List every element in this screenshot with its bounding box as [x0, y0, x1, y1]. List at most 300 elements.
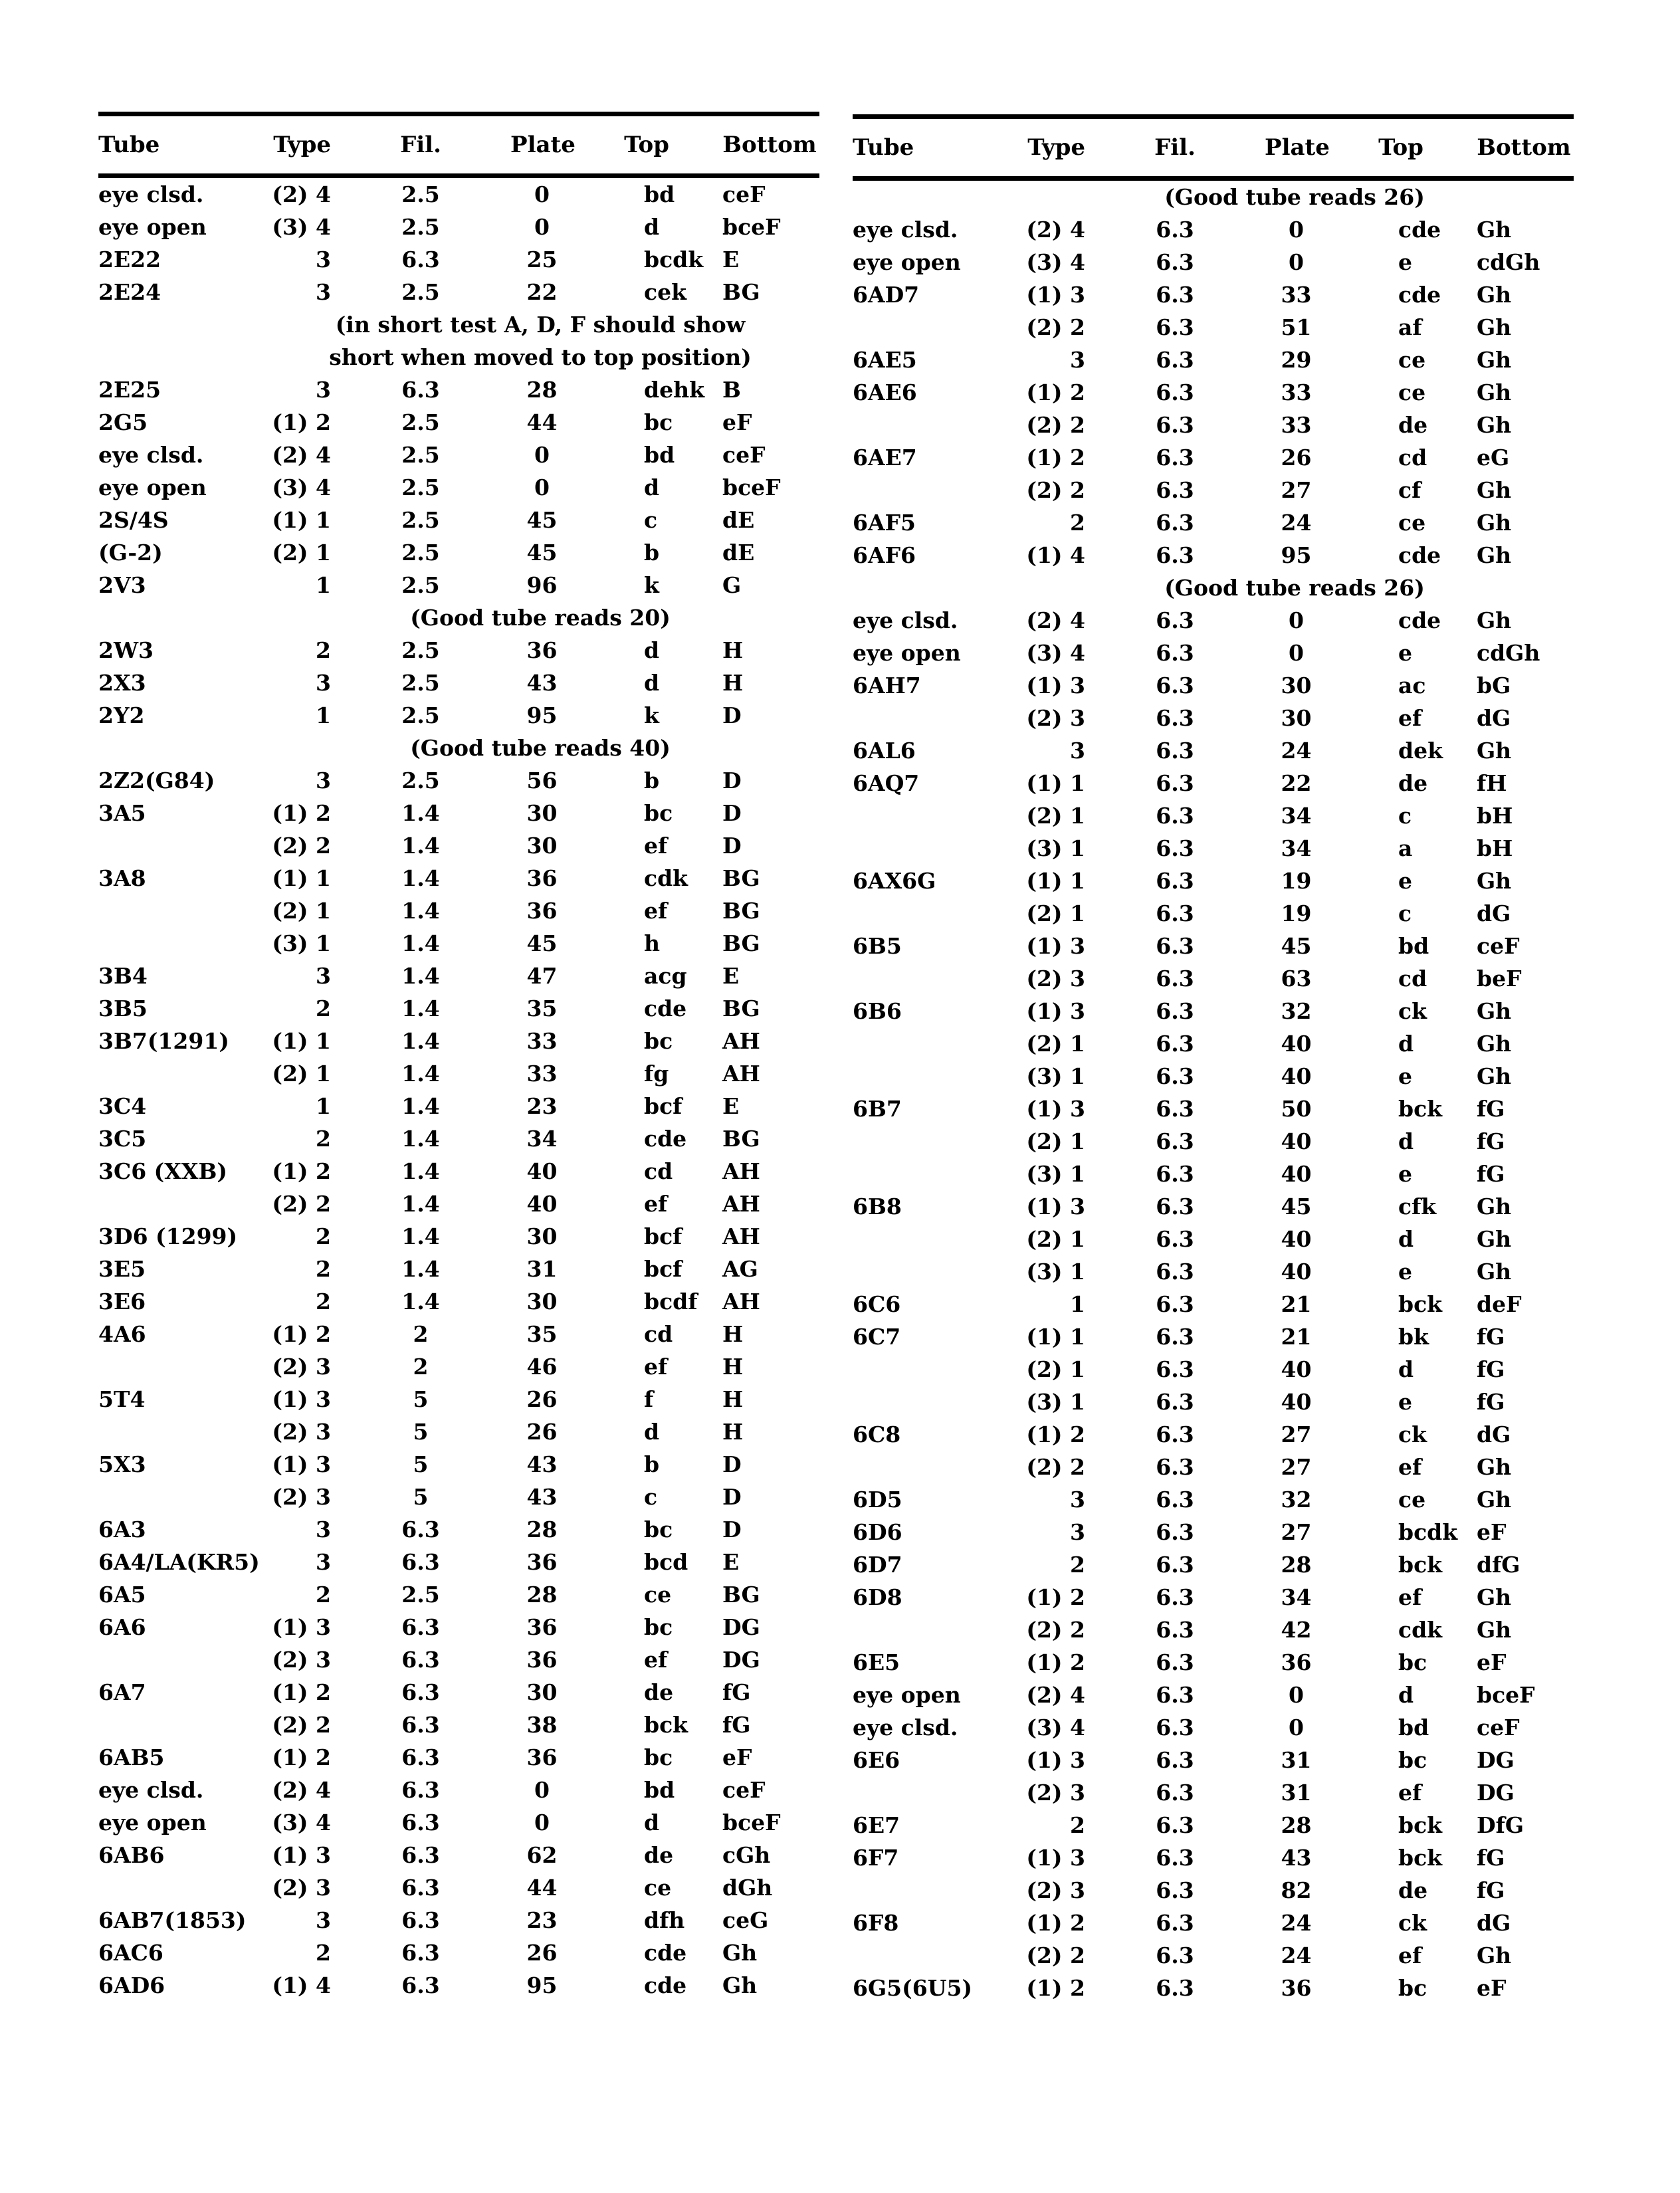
- cell-tube: 6B7: [853, 1096, 902, 1122]
- cell-fil: 6.3: [401, 1679, 440, 1705]
- cell-type: 2: [316, 1256, 331, 1282]
- cell-fil: 6.3: [401, 1516, 440, 1542]
- cell-plate: 33: [526, 1028, 558, 1054]
- cell-type: (1) 2: [1026, 1910, 1085, 1936]
- cell-type: (1) 2: [272, 800, 331, 826]
- cell-fil: 1.4: [401, 1191, 440, 1217]
- table-row: [98, 1611, 819, 1643]
- cell-type: (3) 1: [1026, 1063, 1085, 1089]
- cell-type: (3) 1: [1026, 1259, 1085, 1285]
- cell-bottom: Gh: [1477, 998, 1512, 1024]
- cell-bottom: E: [722, 963, 740, 989]
- cell-tube: (G-2): [98, 540, 163, 566]
- cell-type: 2: [316, 637, 331, 663]
- table-row: [853, 799, 1574, 832]
- cell-bottom: Gh: [1477, 1454, 1512, 1480]
- cell-type: (1) 2: [272, 409, 331, 435]
- cell-bottom: AH: [722, 1028, 760, 1054]
- cell-bottom: AH: [722, 1061, 760, 1087]
- cell-plate: 28: [526, 1516, 558, 1542]
- cell-bottom: dE: [722, 507, 755, 533]
- cell-fil: 6.3: [1156, 282, 1194, 308]
- cell-type: (1) 2: [1026, 1649, 1085, 1675]
- cell-fil: 1.4: [401, 1223, 440, 1249]
- cell-top: bck: [644, 1712, 688, 1738]
- cell-top: b: [644, 768, 660, 793]
- cell-fil: 2.5: [401, 409, 440, 435]
- cell-plate: 36: [1281, 1975, 1312, 2001]
- cell-bottom: bH: [1477, 803, 1513, 829]
- table-row: [853, 604, 1574, 637]
- cell-tube: eye open: [853, 640, 961, 666]
- table-row: [853, 995, 1574, 1027]
- cell-fil: 2.5: [401, 1582, 440, 1608]
- table-row: [98, 1220, 819, 1253]
- cell-fil: 6.3: [1156, 1128, 1194, 1154]
- cell-top: bcdk: [644, 247, 704, 272]
- cell-tube: eye clsd.: [98, 181, 204, 207]
- cell-bottom: BG: [722, 898, 760, 924]
- cell-fil: 2.5: [401, 670, 440, 696]
- cell-tube: 3C4: [98, 1093, 147, 1119]
- cell-type: (1) 2: [1026, 1975, 1085, 2001]
- cell-top: ef: [1398, 1454, 1422, 1480]
- table-row: [853, 1353, 1574, 1386]
- cell-top: cd: [1398, 966, 1427, 992]
- table-row: [98, 1122, 819, 1155]
- cell-bottom: dG: [1477, 1421, 1511, 1447]
- table-row: [98, 1318, 819, 1350]
- cell-bottom: D: [722, 1484, 742, 1510]
- table-row: [853, 1679, 1574, 1711]
- cell-plate: 45: [526, 930, 558, 956]
- cell-plate: 0: [1289, 1715, 1304, 1740]
- table-row: [853, 767, 1574, 799]
- cell-fil: 1.4: [401, 800, 440, 826]
- cell-fil: 5: [413, 1386, 429, 1412]
- cell-tube: [98, 1188, 261, 1220]
- cell-type: (1) 2: [1026, 1584, 1085, 1610]
- cell-tube: 6AD7: [853, 282, 920, 308]
- cell-tube: [853, 832, 1015, 865]
- table-row: [853, 1451, 1574, 1483]
- cell-top: acg: [644, 963, 687, 989]
- table-row: [98, 960, 819, 992]
- table-row: [853, 246, 1574, 278]
- cell-bottom: bceF: [722, 214, 781, 240]
- cell-fil: 6.3: [1156, 966, 1194, 992]
- cell-tube: 6A3: [98, 1516, 146, 1542]
- table-row: [853, 1386, 1574, 1418]
- cell-tube: 3B5: [98, 995, 148, 1021]
- cell-plate: 24: [1281, 510, 1312, 536]
- table-row: [98, 1643, 819, 1676]
- cell-top: bcf: [644, 1256, 682, 1282]
- table-row: [98, 1578, 819, 1611]
- cell-bottom: dG: [1477, 900, 1511, 926]
- cell-top: ef: [644, 1354, 668, 1380]
- cell-type: (3) 1: [1026, 1389, 1085, 1415]
- cell-top: bd: [1398, 1715, 1429, 1740]
- cell-bottom: bceF: [722, 1810, 781, 1835]
- cell-plate: 45: [1281, 1194, 1312, 1219]
- table-row: [853, 311, 1574, 344]
- cell-plate: 30: [1281, 673, 1312, 698]
- cell-fil: 6.3: [401, 1614, 440, 1640]
- cell-type: (1) 2: [1026, 379, 1085, 405]
- cell-plate: 40: [1281, 1259, 1312, 1285]
- cell-tube: 2Y2: [98, 702, 145, 728]
- cell-tube: 6D6: [853, 1519, 902, 1545]
- table-row: [98, 536, 819, 569]
- cell-fil: 6.3: [1156, 1063, 1194, 1089]
- cell-tube: 6AB6: [98, 1842, 165, 1868]
- cell-fil: 6.3: [1156, 314, 1194, 340]
- cell-tube: 6D8: [853, 1584, 902, 1610]
- cell-type: 2: [316, 1223, 331, 1249]
- cell-top: ef: [644, 1191, 668, 1217]
- cell-type: (2) 1: [1026, 900, 1085, 926]
- cell-plate: 28: [1281, 1552, 1312, 1578]
- table-row: [98, 1415, 819, 1448]
- cell-top: de: [1398, 1877, 1428, 1903]
- cell-tube: 3A5: [98, 800, 146, 826]
- cell-plate: 27: [1281, 477, 1312, 503]
- column-header-top: Top: [624, 132, 669, 158]
- table-row: [853, 1190, 1574, 1223]
- table-row: [98, 1871, 819, 1904]
- table-row: [853, 1060, 1574, 1093]
- cell-tube: 3B4: [98, 963, 148, 989]
- cell-plate: 21: [1281, 1324, 1312, 1350]
- cell-type: 2: [316, 1126, 331, 1152]
- table-rule-top: [853, 114, 1574, 119]
- cell-tube: [98, 1709, 261, 1741]
- cell-top: bc: [644, 800, 673, 826]
- cell-tube: 6A7: [98, 1679, 146, 1705]
- cell-tube: eye clsd.: [853, 217, 958, 243]
- cell-bottom: fG: [1477, 1324, 1505, 1350]
- cell-tube: 6B5: [853, 933, 902, 959]
- cell-plate: 0: [1289, 607, 1304, 633]
- cell-type: (2) 4: [272, 442, 331, 468]
- table-row: [853, 734, 1574, 767]
- cell-plate: 82: [1281, 1877, 1312, 1903]
- note-row: (Good tube reads 26): [1164, 575, 1425, 601]
- cell-plate: 47: [526, 963, 558, 989]
- cell-top: ce: [644, 1875, 672, 1901]
- cell-fil: 6.3: [1156, 640, 1194, 666]
- cell-top: e: [1398, 868, 1412, 894]
- cell-type: (1) 2: [272, 1744, 331, 1770]
- cell-tube: eye open: [853, 1682, 961, 1708]
- cell-bottom: AH: [722, 1191, 760, 1217]
- cell-tube: [853, 1158, 1015, 1190]
- table-row: [98, 1155, 819, 1188]
- cell-plate: 32: [1281, 998, 1312, 1024]
- table-row: [853, 213, 1574, 246]
- cell-fil: 6.3: [401, 247, 440, 272]
- cell-top: e: [1398, 249, 1412, 275]
- cell-top: bcf: [644, 1223, 682, 1249]
- cell-bottom: AG: [722, 1256, 758, 1282]
- cell-bottom: Gh: [1477, 314, 1512, 340]
- cell-top: cek: [644, 279, 686, 305]
- cell-fil: 6.3: [1156, 998, 1194, 1024]
- cell-plate: 25: [526, 247, 558, 272]
- cell-bottom: H: [722, 1354, 744, 1380]
- cell-tube: 6C7: [853, 1324, 901, 1350]
- cell-bottom: BG: [722, 279, 760, 305]
- cell-plate: 95: [526, 702, 558, 728]
- cell-plate: 96: [526, 572, 558, 598]
- cell-fil: 1.4: [401, 1158, 440, 1184]
- cell-bottom: eF: [1477, 1975, 1507, 2001]
- table-row: [853, 637, 1574, 669]
- cell-fil: 6.3: [1156, 1226, 1194, 1252]
- cell-fil: 2.5: [401, 279, 440, 305]
- cell-top: bc: [644, 1516, 673, 1542]
- cell-fil: 6.3: [401, 1940, 440, 1966]
- cell-bottom: eF: [722, 409, 752, 435]
- cell-top: cd: [644, 1321, 673, 1347]
- cell-tube: 2E22: [98, 247, 161, 272]
- cell-top: b: [644, 540, 660, 566]
- cell-type: (1) 3: [1026, 933, 1085, 959]
- table-row: [98, 1936, 819, 1969]
- cell-tube: 3A8: [98, 865, 146, 891]
- table-rule-header: [853, 176, 1574, 181]
- cell-tube: [98, 894, 261, 927]
- cell-top: c: [644, 1484, 658, 1510]
- cell-plate: 0: [534, 1810, 550, 1835]
- cell-plate: 43: [526, 1484, 558, 1510]
- table-row: [853, 702, 1574, 734]
- cell-tube: [853, 702, 1015, 734]
- cell-top: bc: [1398, 1975, 1427, 2001]
- cell-fil: 6.3: [1156, 477, 1194, 503]
- cell-type: 2: [316, 995, 331, 1021]
- cell-type: (3) 4: [1026, 1715, 1085, 1740]
- cell-type: 1: [316, 702, 331, 728]
- table-row: [853, 1711, 1574, 1744]
- cell-plate: 33: [1281, 412, 1312, 438]
- table-row: [853, 1027, 1574, 1060]
- cell-tube: 6AB5: [98, 1744, 165, 1770]
- cell-bottom: D: [722, 800, 742, 826]
- cell-tube: 6D7: [853, 1552, 902, 1578]
- table-row: [98, 699, 819, 732]
- cell-plate: 27: [1281, 1421, 1312, 1447]
- cell-bottom: B: [722, 377, 741, 403]
- table-row: [853, 1223, 1574, 1255]
- cell-tube: [853, 962, 1015, 995]
- cell-tube: 2V3: [98, 572, 146, 598]
- table-row: [853, 865, 1574, 897]
- cell-bottom: Gh: [1477, 1259, 1512, 1285]
- cell-type: (1) 2: [272, 1158, 331, 1184]
- cell-top: dek: [1398, 738, 1443, 764]
- cell-plate: 45: [1281, 933, 1312, 959]
- cell-type: 2: [1070, 510, 1085, 536]
- cell-top: bck: [1398, 1845, 1443, 1871]
- cell-plate: 28: [526, 377, 558, 403]
- cell-plate: 36: [526, 1647, 558, 1673]
- cell-plate: 29: [1281, 347, 1312, 373]
- cell-type: (1) 3: [1026, 1747, 1085, 1773]
- cell-type: (3) 1: [1026, 835, 1085, 861]
- cell-fil: 2.5: [401, 181, 440, 207]
- cell-type: 1: [316, 572, 331, 598]
- table-row: [853, 441, 1574, 474]
- tube-table-left: [98, 112, 819, 2002]
- cell-top: d: [1398, 1356, 1414, 1382]
- cell-top: ce: [1398, 347, 1426, 373]
- table-row: [98, 1383, 819, 1415]
- cell-plate: 30: [526, 833, 558, 859]
- table-row: [853, 539, 1574, 572]
- cell-fil: 6.3: [1156, 1552, 1194, 1578]
- cell-tube: 6A6: [98, 1614, 146, 1640]
- table-row: [98, 1448, 819, 1481]
- cell-type: (1) 1: [1026, 1324, 1085, 1350]
- cell-plate: 30: [526, 1289, 558, 1314]
- cell-type: (2) 1: [1026, 1226, 1085, 1252]
- table-row: [98, 1350, 819, 1383]
- cell-plate: 0: [1289, 1682, 1304, 1708]
- cell-plate: 0: [534, 474, 550, 500]
- cell-type: (3) 4: [272, 214, 331, 240]
- cell-bottom: fG: [1477, 1389, 1505, 1415]
- cell-bottom: D: [722, 833, 742, 859]
- cell-plate: 36: [1281, 1649, 1312, 1675]
- table-row: [98, 1709, 819, 1741]
- cell-plate: 31: [1281, 1747, 1312, 1773]
- cell-bottom: deF: [1477, 1291, 1522, 1317]
- cell-fil: 5: [413, 1484, 429, 1510]
- cell-plate: 36: [526, 898, 558, 924]
- cell-plate: 26: [526, 1940, 558, 1966]
- cell-tube: 6F7: [853, 1845, 899, 1871]
- cell-fil: 2.5: [401, 214, 440, 240]
- cell-tube: [98, 829, 261, 862]
- cell-bottom: BG: [722, 1582, 760, 1608]
- cell-plate: 33: [526, 1061, 558, 1087]
- table-row: [98, 504, 819, 536]
- cell-plate: 24: [1281, 1910, 1312, 1936]
- cell-bottom: bG: [1477, 673, 1511, 698]
- table-row: [853, 930, 1574, 962]
- table-row: [98, 569, 819, 601]
- cell-bottom: BG: [722, 865, 760, 891]
- cell-bottom: ceF: [722, 442, 766, 468]
- cell-tube: [98, 1481, 261, 1513]
- cell-type: (2) 2: [1026, 412, 1085, 438]
- table-row: [98, 1025, 819, 1057]
- cell-fil: 6.3: [1156, 249, 1194, 275]
- cell-plate: 51: [1281, 314, 1312, 340]
- cell-bottom: eF: [1477, 1519, 1507, 1545]
- table-row: [853, 1874, 1574, 1907]
- cell-fil: 2.5: [401, 474, 440, 500]
- cell-type: 2: [1070, 1812, 1085, 1838]
- cell-tube: 6D5: [853, 1487, 902, 1513]
- cell-plate: 40: [1281, 1161, 1312, 1187]
- cell-tube: 6AX6G: [853, 868, 936, 894]
- cell-top: bc: [1398, 1649, 1427, 1675]
- cell-top: d: [1398, 1128, 1414, 1154]
- cell-fil: 6.3: [1156, 1877, 1194, 1903]
- cell-tube: 6E6: [853, 1747, 900, 1773]
- table-row: [98, 373, 819, 406]
- cell-top: de: [1398, 412, 1428, 438]
- cell-tube: [98, 1871, 261, 1904]
- cell-plate: 44: [526, 1875, 558, 1901]
- table-header: [853, 119, 1574, 176]
- cell-bottom: G: [722, 572, 742, 598]
- cell-tube: eye clsd.: [853, 1715, 958, 1740]
- cell-plate: 0: [534, 214, 550, 240]
- cell-type: (3) 4: [1026, 249, 1085, 275]
- cell-plate: 19: [1281, 868, 1312, 894]
- cell-tube: 6G5(6U5): [853, 1975, 973, 2001]
- cell-tube: 6C6: [853, 1291, 901, 1317]
- cell-top: c: [1398, 803, 1412, 829]
- cell-tube: 3E5: [98, 1256, 146, 1282]
- cell-fil: 1.4: [401, 1256, 440, 1282]
- cell-type: (3) 1: [1026, 1161, 1085, 1187]
- cell-tube: 6B6: [853, 998, 902, 1024]
- cell-top: ce: [1398, 379, 1426, 405]
- cell-fil: 6.3: [1156, 705, 1194, 731]
- cell-top: cde: [1398, 282, 1441, 308]
- cell-top: bc: [644, 1028, 673, 1054]
- cell-bottom: DG: [1477, 1780, 1515, 1806]
- cell-tube: 5X3: [98, 1451, 146, 1477]
- cell-bottom: DG: [722, 1647, 760, 1673]
- cell-fil: 6.3: [1156, 868, 1194, 894]
- cell-top: ck: [1398, 1421, 1427, 1447]
- table-row: [98, 1676, 819, 1709]
- table-row: [98, 276, 819, 308]
- cell-bottom: Gh: [1477, 379, 1512, 405]
- cell-tube: [853, 311, 1015, 344]
- cell-plate: 50: [1281, 1096, 1312, 1122]
- cell-type: (2) 2: [272, 1712, 331, 1738]
- cell-type: (2) 3: [272, 1354, 331, 1380]
- cell-bottom: ceF: [1477, 933, 1520, 959]
- cell-type: 3: [1070, 1487, 1085, 1513]
- cell-tube: 6AC6: [98, 1940, 163, 1966]
- cell-bottom: DfG: [1477, 1812, 1524, 1838]
- column-header-tube: Tube: [853, 134, 914, 161]
- column-header-fil: Fil.: [400, 132, 441, 158]
- cell-type: 2: [316, 1289, 331, 1314]
- cell-tube: 6F8: [853, 1910, 899, 1936]
- table-row: [98, 797, 819, 829]
- table-row: [98, 829, 819, 862]
- cell-bottom: D: [722, 1516, 742, 1542]
- cell-top: e: [1398, 1063, 1412, 1089]
- cell-top: cde: [644, 1126, 687, 1152]
- cell-plate: 40: [1281, 1031, 1312, 1057]
- cell-type: (3) 1: [272, 930, 331, 956]
- cell-tube: eye open: [98, 1810, 207, 1835]
- cell-plate: 43: [1281, 1845, 1312, 1871]
- cell-top: c: [644, 507, 658, 533]
- cell-plate: 40: [526, 1158, 558, 1184]
- table-row: [98, 1090, 819, 1122]
